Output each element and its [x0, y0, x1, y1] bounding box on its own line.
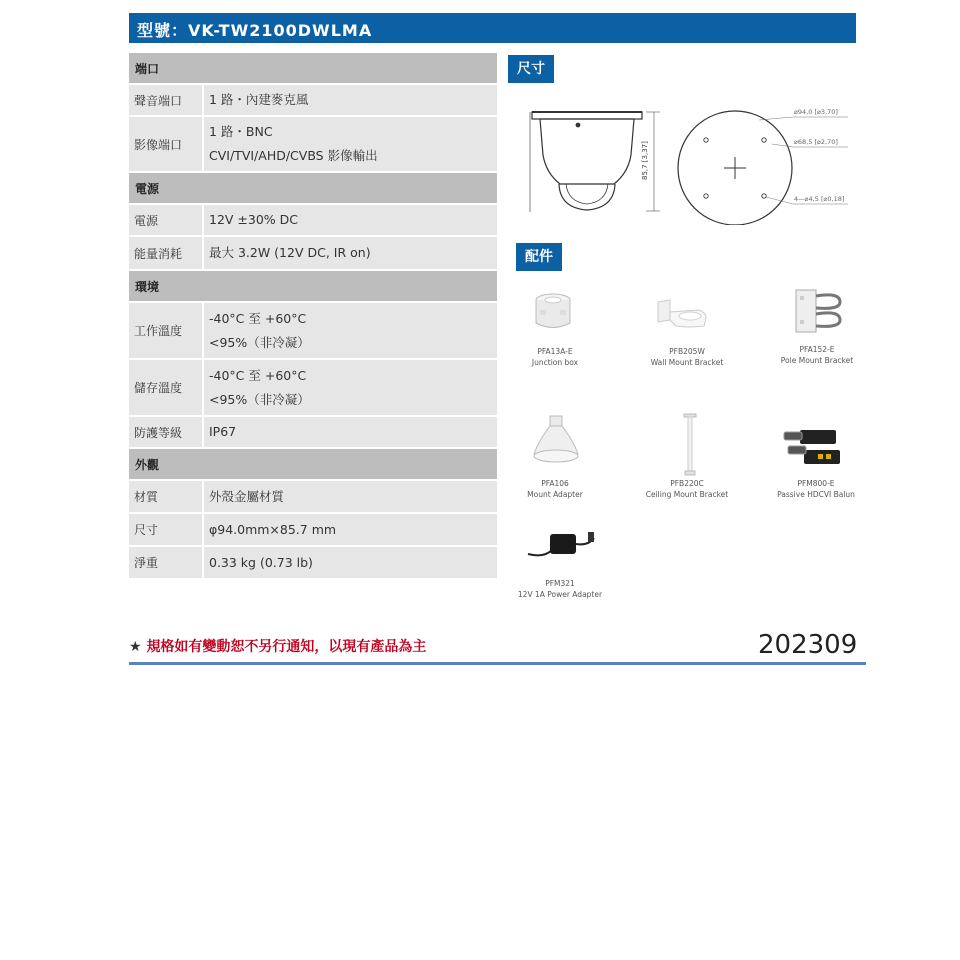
accessory-wall-mount: PFB205W Wall Mount Bracket: [650, 347, 724, 367]
bolt-circle-label: ⌀68,5 [⌀2,70]: [794, 138, 838, 146]
section-appearance: 外觀: [129, 449, 497, 479]
dimensions-tag: 尺寸: [508, 55, 554, 83]
spec-row-size: 尺寸 φ94.0mm×85.7 mm: [129, 514, 497, 545]
disclaimer-note: [129, 636, 426, 656]
spec-row-consumption: 能量消耗 最大 3.2W (12V DC, IR on): [129, 237, 497, 269]
spec-row-material: 材質 外殼金屬材質: [129, 481, 497, 512]
junction-box-image: [528, 290, 578, 335]
model-header: [129, 13, 856, 43]
star-icon: ★: [129, 639, 142, 655]
section-ports: 端口: [129, 53, 497, 83]
spec-row-storage-temp: 儲存溫度 -40°C 至 +60°C <95%（非冷凝）: [129, 360, 497, 415]
footer-divider: [129, 662, 866, 665]
pole-mount-image: [790, 286, 845, 336]
spec-row-video: 影像端口 1 路・BNC CVI/TVI/AHD/CVBS 影像輸出: [129, 117, 497, 171]
disclaimer-text: 規格如有變動恕不另行通知，以現有產品為主: [146, 639, 427, 655]
accessory-balun: PFM800-E Passive HDCVI Balun: [777, 479, 855, 499]
spec-row-power: 電源 12V ±30% DC: [129, 205, 497, 235]
accessory-power-adapter: PFM321 12V 1A Power Adapter: [517, 579, 603, 599]
wall-mount-image: [652, 296, 712, 334]
power-adapter-image: [524, 524, 600, 564]
accessories-tag: 配件: [516, 243, 562, 271]
spec-row-audio: 聲音端口 1 路・內建麥克風: [129, 85, 497, 115]
holes-label: 4—⌀4,5 [⌀0,18]: [794, 195, 845, 203]
section-power: 電源: [129, 173, 497, 203]
mount-adapter-image: [528, 412, 584, 468]
spec-table: [129, 53, 497, 580]
ceiling-mount-image: [680, 412, 700, 478]
accessory-pole-mount: PFA152-E Pole Mount Bracket: [780, 345, 854, 365]
dimension-drawing: [510, 100, 860, 225]
camera-base-view: [678, 111, 792, 225]
accessory-mount-adapter: PFA106 Mount Adapter: [527, 479, 583, 499]
spec-row-protection: 防護等級 IP67: [129, 417, 497, 447]
model-title: 型號：VK-TW2100DWLMA: [137, 21, 373, 40]
balun-image: [778, 414, 844, 470]
spec-row-weight: 淨重 0.33 kg (0.73 lb): [129, 547, 497, 578]
camera-side-view: [530, 112, 642, 212]
accessory-ceiling-mount: PFB220C Ceiling Mount Bracket: [645, 479, 729, 499]
accessory-junction-box: PFA13A-E Junction box: [531, 347, 579, 367]
spec-row-operating-temp: 工作溫度 -40°C 至 +60°C <95%（非冷凝）: [129, 303, 497, 358]
document-date: 202309: [758, 630, 858, 660]
height-label: 85,7 [3,37]: [641, 141, 649, 180]
diameter-label: ⌀94,0 [⌀3,70]: [794, 108, 838, 116]
section-environment: 環境: [129, 271, 497, 301]
